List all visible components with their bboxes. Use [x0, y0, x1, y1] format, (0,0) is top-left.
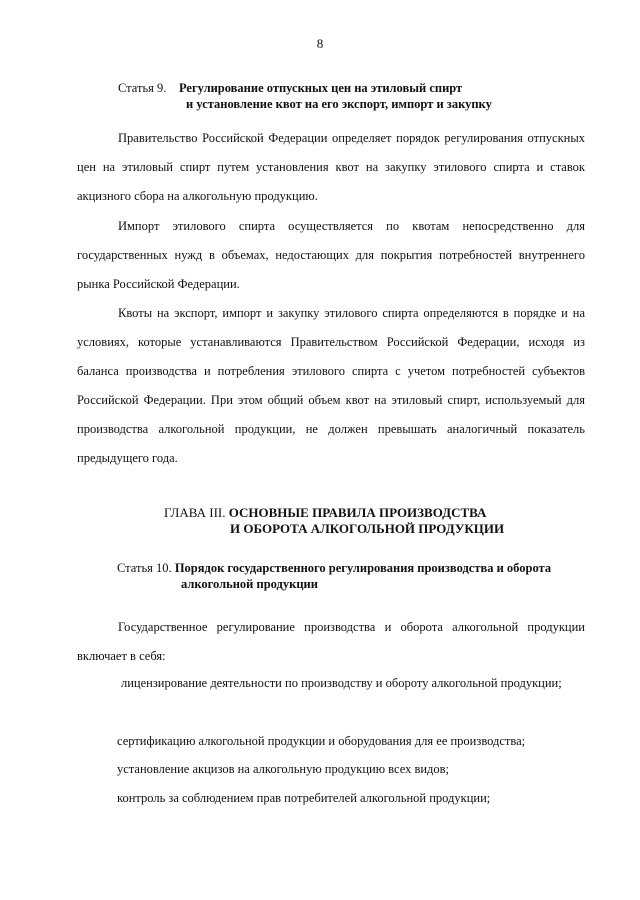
article-9-paragraph-2: Импорт этилового спирта осуществляется по квотам непосредственно для государственных нужд в объемах, недостающих для покрытия потребностей внутреннего рынка Российской Федерации.	[77, 219, 585, 291]
article-9-title-line2: и установление квот на его экспорт, импорт и закупку	[186, 97, 492, 111]
article-9-title-line1: Регулирование отпускных цен на этиловый спирт	[178, 81, 463, 95]
article-9-paragraph-1: Правительство Российской Федерации определяет порядок регулирования отпускных цен на этиловый спирт путем установления квот на закупку этилового спирта и ставок акцизного сбора на алкогольную продукцию.	[77, 131, 585, 203]
article-9-label: Статья 9.	[118, 81, 167, 95]
article-9-heading	[118, 80, 538, 112]
article-10-title-line1: Порядок государственного регулирования производства и оборота	[174, 561, 552, 575]
page-number: 8	[316, 36, 324, 51]
article-10-list-item: установление акцизов на алкогольную продукцию всех видов;	[117, 762, 450, 776]
article-10-intro: Государственное регулирование производства и оборота алкогольной продукции включает в себя:	[77, 620, 585, 663]
article-9-paragraph-3: Квоты на экспорт, импорт и закупку этилового спирта определяются в порядке и на условиях, которые устанавливаются Правительством Российской Федерации, исходя из баланса производства и потребления этилового спирта с учетом потребностей субъектов Российской Федерации. При этом общий объем квот на этиловый спирт, используемый для производства алкогольной продукции, не должен превышать аналогичный показатель предыдущего года.	[77, 306, 585, 465]
chapter-3-heading	[0, 505, 640, 537]
article-9-heading-line1	[118, 80, 538, 96]
chapter-3-title-line2: И ОБОРОТА АЛКОГОЛЬНОЙ ПРОДУКЦИИ	[230, 521, 505, 536]
article-10-list-item: сертификацию алкогольной продукции и оборудования для ее производства;	[117, 734, 526, 748]
article-10-heading-line1	[117, 560, 557, 576]
article-10-list-item: контроль за соблюдением прав потребителей алкогольной продукции;	[117, 791, 491, 805]
chapter-3-heading-line1	[0, 505, 640, 521]
article-10-list-item: лицензирование деятельности по производству и обороту алкогольной продукции;	[121, 676, 562, 690]
article-10-heading	[117, 560, 557, 592]
article-10-title-line2: алкогольной продукции	[181, 577, 318, 591]
article-10-label: Статья 10.	[117, 561, 172, 575]
chapter-3-label: ГЛАВА III.	[164, 505, 226, 520]
chapter-3-title-line1: ОСНОВНЫЕ ПРАВИЛА ПРОИЗВОДСТВА	[228, 505, 487, 520]
